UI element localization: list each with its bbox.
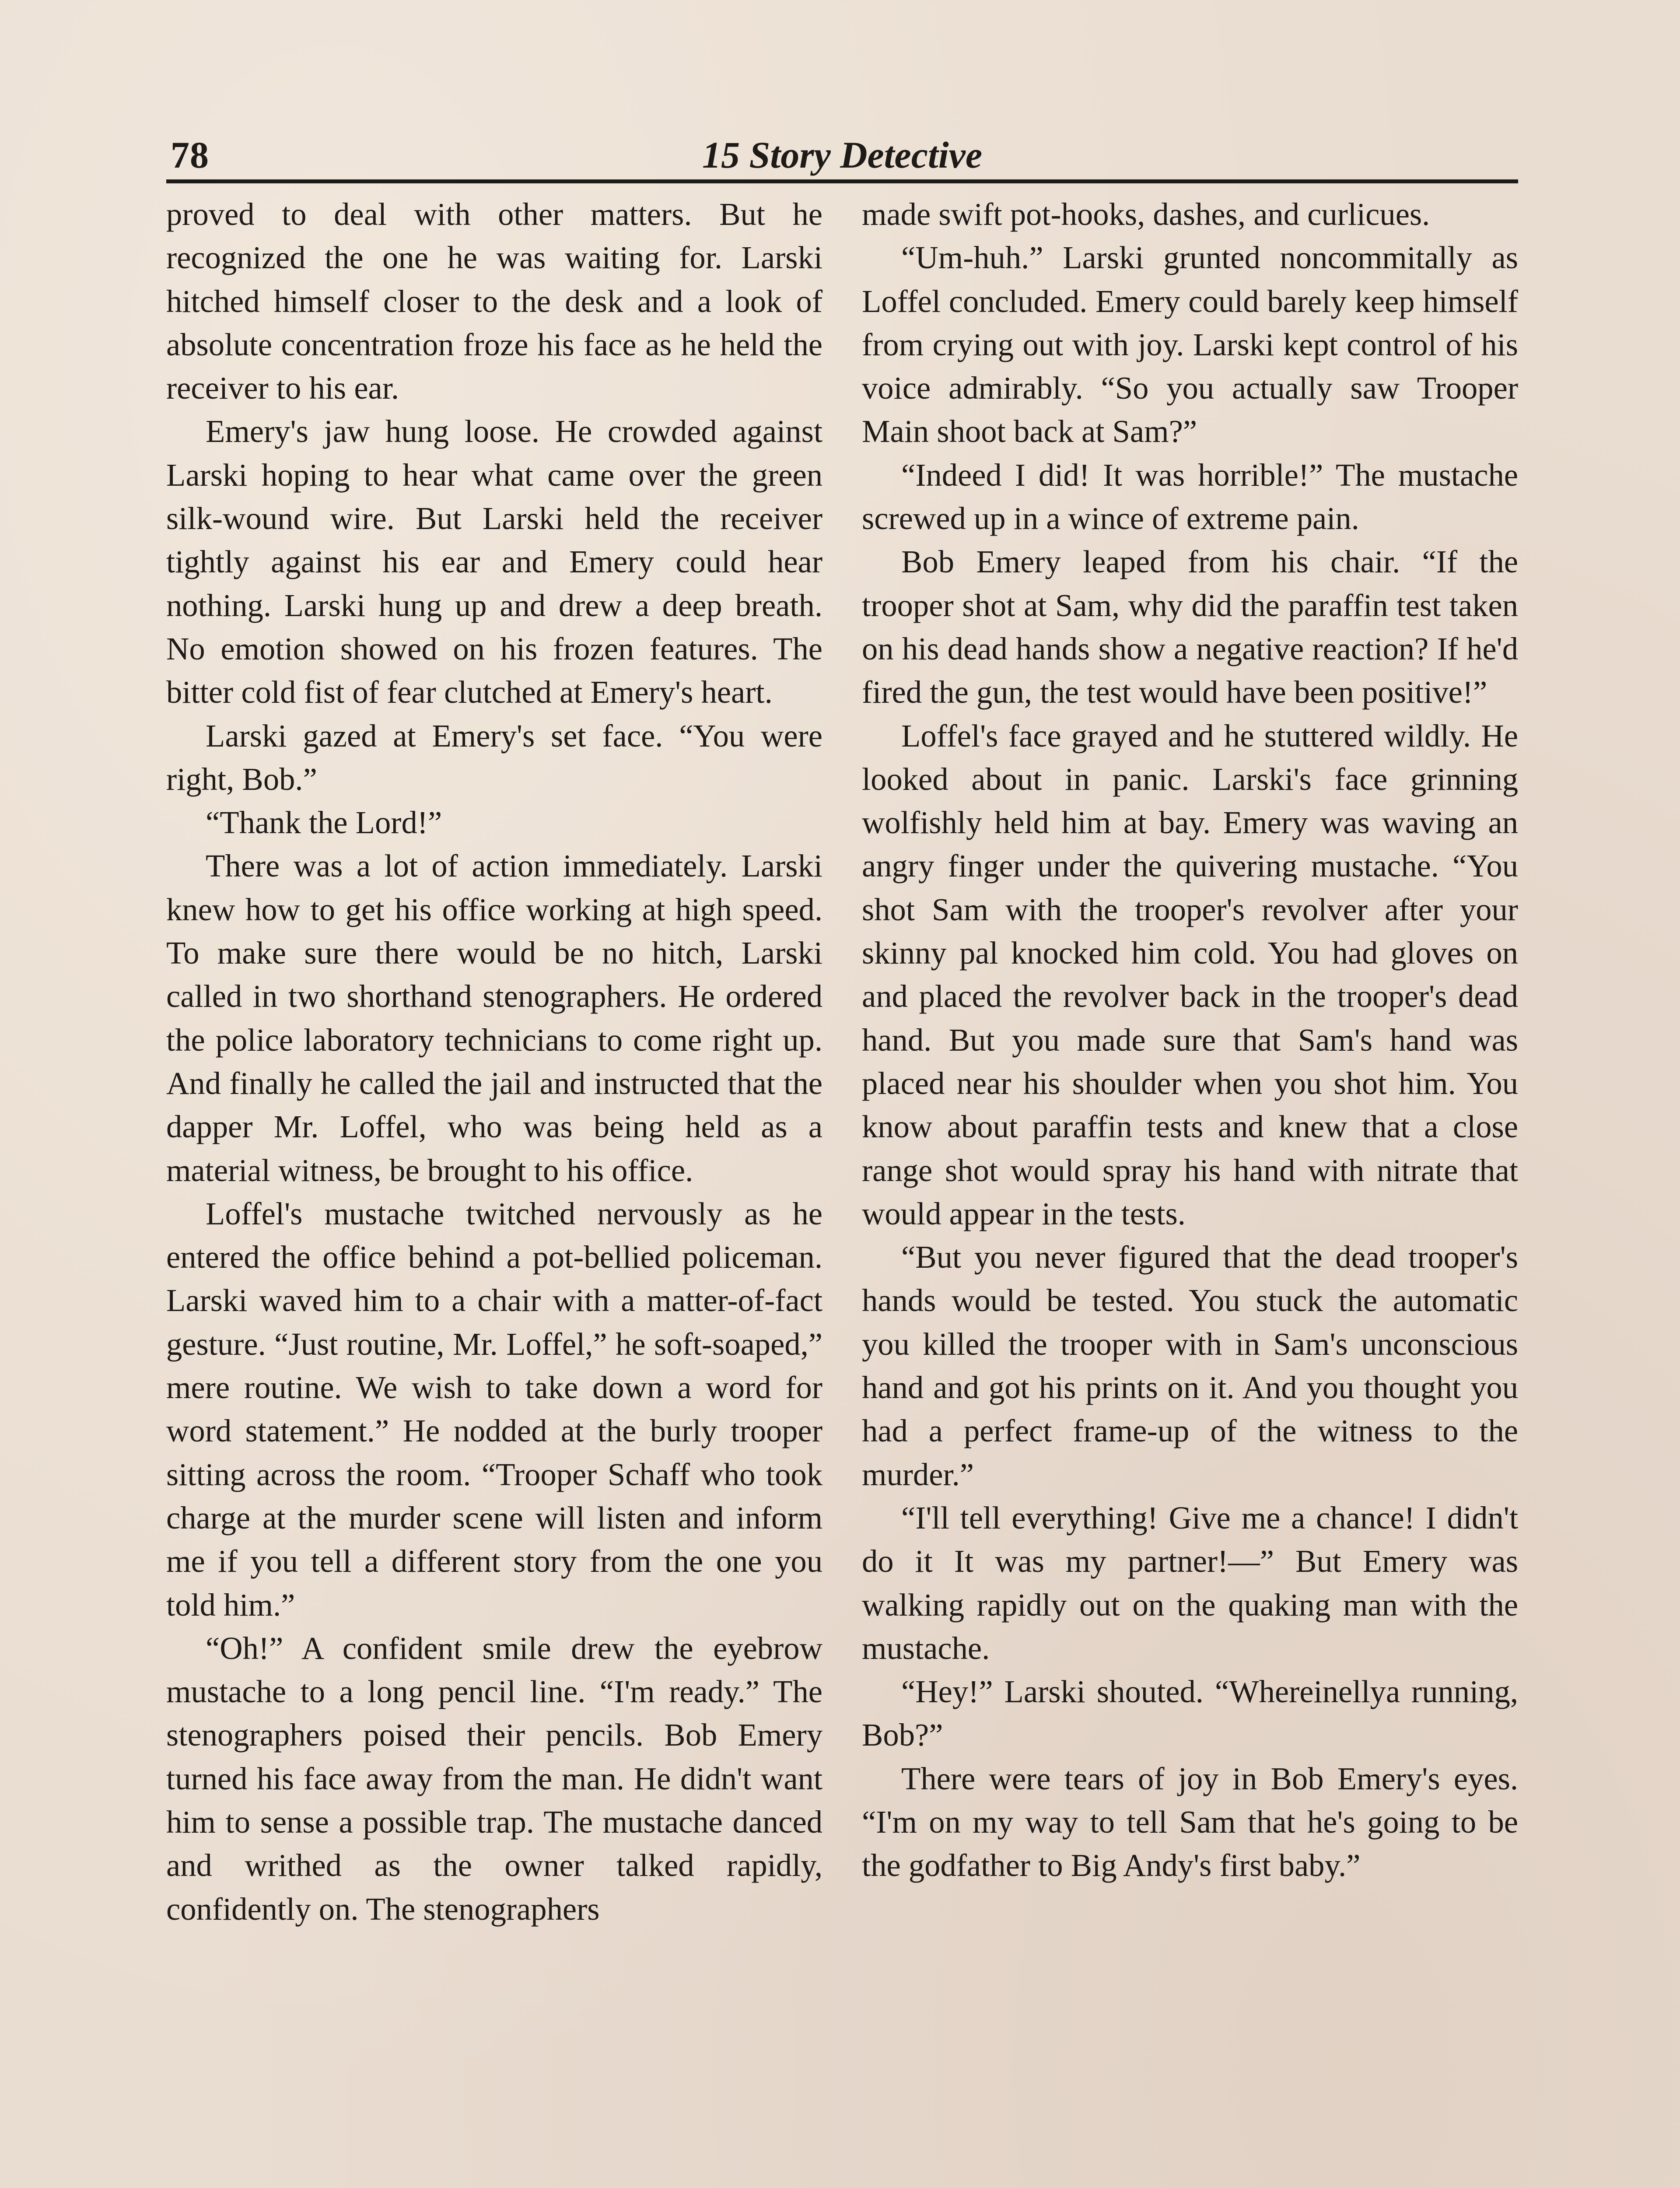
- paragraph: “I'll tell everything! Give me a chance! I didn't do it It was my partner!—” But Emery was walking rapidly out on the quaking man with the mustache.: [862, 1500, 1518, 1666]
- paragraph: proved to deal with other matters. But he recognized the one he was waiting for. Larski hitched himself closer to the desk and a look of absolute concentration froze his face as he held the receiver to his ear.: [166, 196, 822, 406]
- book-page: [166, 0, 1518, 2188]
- paragraph: Loffel's face grayed and he stuttered wildly. He looked about in panic. Larski's face grinning wolfishly held him at bay. Emery was waving an angry finger under the quivering mustache. “You shot Sam with the trooper's revolver after your skinny pal knocked him cold. You had gloves on and placed the revolver back in the trooper's dead hand. But you made sure that Sam's hand was placed near his shoulder when you shot him. You know about paraffin tests and knew that a close range shot would spray his hand with nitrate that would appear in the tests.: [862, 718, 1518, 1231]
- paragraph: “But you never figured that the dead trooper's hands would be tested. You stuck the automatic you killed the trooper with in Sam's unconscious hand and got his prints on it. And you thought you had a perfect frame-up of the witness to the murder.”: [862, 1239, 1518, 1492]
- paragraph: Emery's jaw hung loose. He crowded against Larski hoping to hear what came over the green silk-wound wire. But Larski held the receiver tightly against his ear and Emery could hear nothing. Larski hung up and drew a deep breath. No emotion showed on his frozen features. The bitter cold fist of fear clutched at Emery's heart.: [166, 414, 822, 710]
- paragraph: Larski gazed at Emery's set face. “You were right, Bob.”: [166, 718, 822, 797]
- paragraph: “Indeed I did! It was horrible!” The mustache screwed up in a wince of extreme pain.: [862, 457, 1518, 536]
- left-column: [166, 193, 822, 1931]
- running-title: 15 Story Detective: [702, 134, 982, 176]
- paragraph: Loffel's mustache twitched nervously as he entered the office behind a pot-bellied policeman. Larski waved him to a chair with a matter-of-fact gesture. “Just routine, Mr. Loffel,” he soft-soaped,” mere routine. We wish to take down a word for word statement.” He nodded at the burly trooper sitting across the room. “Trooper Schaff who took charge at the murder scene will listen and inform me if you tell a different story from the one you told him.”: [166, 1196, 822, 1623]
- paragraph: made swift pot-hooks, dashes, and curlicues.: [862, 196, 1430, 232]
- paragraph: “Thank the Lord!”: [206, 805, 442, 841]
- paragraph: “Oh!” A confident smile drew the eyebrow mustache to a long pencil line. “I'm ready.” The stenographers poised their pencils. Bob Emery turned his face away from the man. He didn't want him to sense a possible trap. The mustache danced and writhed as the owner talked rapidly, confidently on. The stenographers: [166, 1630, 822, 1927]
- right-column: [862, 193, 1518, 1887]
- paragraph: There were tears of joy in Bob Emery's eyes. “I'm on my way to tell Sam that he's going to be the godfather to Big Andy's first baby.”: [862, 1760, 1518, 1883]
- paragraph: There was a lot of action immediately. Larski knew how to get his office working at high speed. To make sure there would be no hitch, Larski called in two shorthand stenographers. He ordered the police laboratory technicians to come right up. And finally he called the jail and instructed that the dapper Mr. Loffel, who was being held as a material witness, be brought to his office.: [166, 848, 822, 1188]
- page-number: 78: [171, 134, 209, 176]
- paragraph: Bob Emery leaped from his chair. “If the trooper shot at Sam, why did the paraffin test taken on his dead hands show a negative reaction? If he'd fired the gun, the test would have been positive!”: [862, 544, 1518, 710]
- paragraph: “Hey!” Larski shouted. “Whereinellya running, Bob?”: [862, 1674, 1518, 1753]
- running-header: [166, 127, 1518, 183]
- paragraph: “Um-huh.” Larski grunted noncommitally as Loffel concluded. Emery could barely keep himself from crying out with joy. Larski kept control of his voice admirably. “So you actually saw Trooper Main shoot back at Sam?”: [862, 240, 1518, 449]
